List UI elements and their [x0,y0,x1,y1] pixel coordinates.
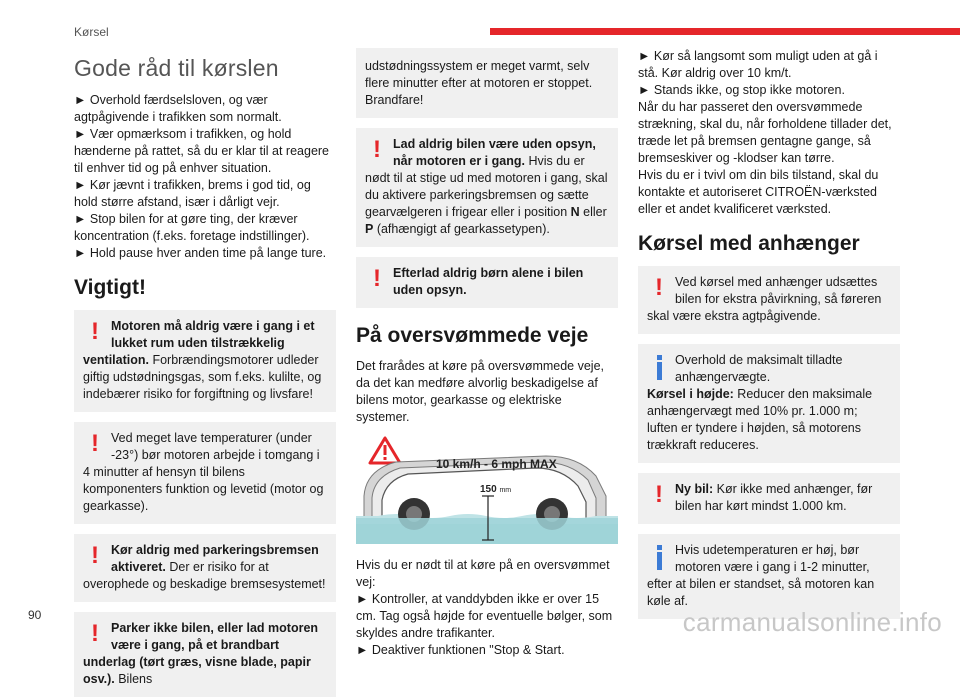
speed-limit-label: 10 km/h - 6 mph MAX [436,457,557,471]
warning-box: ! Efterlad aldrig børn alene i bilen uden opsyn. [356,257,618,308]
advice-item: ► Stop bilen for at gøre ting, der kræver koncentration (f.eks. foretage indstillinger). [74,212,310,243]
info-box: Hvis udetemperaturen er høj, bør motoren være i gang i 1-2 minutter, efter at bilen er standset, så motoren kan køle af. [638,534,900,619]
warning-icon: ! [655,481,663,508]
section-title-trailer: Kørsel med anhænger [638,232,860,255]
section-title-flooded-roads: På oversvømmede veje [356,324,589,347]
advice-item: ► Vær opmærksom i trafikken, og hold hænderne på rattet, så du er klar til at reagere til enhver tid og på enhver situation. [74,127,330,175]
flood-instructions: Hvis du er nødt til at køre på en oversvømmet vej: ► Kontroller, at vanddybden ikke er over 15 cm. Tag også højde for eventuelle bølger, som skyldes andre trafikanter. ► Deaktiver funktionen "Stop & Start. [356,558,613,657]
warning-box: ! Motoren må aldrig være i gang i et lukket rum uden tilstrækkelig ventilation. Forbrændingsmotorer udleder giftig udstødningsgas, som f.eks. kulilte, og indebærer risiko for forgiftning og livsfare! [74,310,336,412]
flood-instructions-continued: ► Kør så langsomt som muligt uden at gå i stå. Kør aldrig over 10 km/t. ► Stands ikke, og stop ikke motoren. Når du har passeret den oversvømmede strækning, skal du, når forholdene tillader det, træde let på bremsen gentagne gange, så bremseskiver og -klodser kan tørre. Hvis du er i tvivl om din bils tilstand, skal du kontakte et autoriseret CITROËN-værksted eller et andet kvalificeret værksted. [638,49,892,216]
warning-box: ! Ved meget lave temperaturer (under -23°) bør motoren arbejde i tomgang i 4 minutter af hensyn til bilens komponenters funktion og levetid (motor og gearkasse). [74,422,336,524]
warning-box: ! Parker ikke bilen, eller lad motoren være i gang, på et brandbart underlag (tørt græs, visne blade, papir osv.). Bilens [74,612,336,697]
column-1 [74,55,336,697]
watermark: carmanualsonline.info [682,607,942,637]
water-depth-label: 150 mm [480,484,512,495]
warning-icon: ! [91,318,99,345]
warning-box-continued: udstødningssystem er meget varmt, selv flere minutter efter at motoren er stoppet. Brandfare! [356,48,618,118]
warning-icon: ! [655,274,663,301]
advice-item: ► Hold pause hver anden time på lange ture. [74,246,327,260]
warning-box: ! Ved kørsel med anhænger udsættes bilen for ekstra påvirkning, så føreren skal være ekstra agtpågivende. [638,266,900,334]
header-accent-bar [490,28,960,35]
warning-icon: ! [91,620,99,647]
warning-box: ! Ny bil: Kør ikke med anhænger, før bilen har kørt mindst 1.000 km. [638,473,900,524]
info-icon [647,542,671,576]
section-title-good-advice: Gode råd til kørslen [74,55,279,81]
warning-box: ! Kør aldrig med parkeringsbremsen aktiveret. Der er risiko for at overophede og beskadige bremsesystemet! [74,534,336,602]
warning-icon: ! [91,430,99,457]
advice-item: ► Kør jævnt i trafikken, brems i god tid, og hold større afstand, især i dårligt vejr. [74,178,311,209]
advice-item: ► Overhold færdselsloven, og vær agtpågivende i trafikken som normalt. [74,93,282,124]
warning-box: ! Lad aldrig bilen være uden opsyn, når motoren er i gang. Hvis du er nødt til at stige ud med motoren i gang, skal du aktivere parkeringsbremsen og sætte gearvælgeren i frigear eller i position N eller P (afhængigt af gearkassetypen). [356,128,618,247]
header-section-title: Kørsel [74,25,109,39]
advice-list [74,92,336,262]
column-2 [356,48,618,659]
flood-intro: Det frarådes at køre på oversvømmede veje, da det kan medføre alvorlig beskadigelse af bilens motor, gearkasse og elektriske systemer. [356,359,605,424]
section-title-important: Vigtigt! [74,276,146,299]
flood-illustration [356,432,618,544]
page-number: 90 [28,608,42,622]
info-box: Overhold de maksimalt tilladte anhængervægte. Kørsel i højde: Reducer den maksimale anhængervægt med 10% pr. 1.000 m; luften er tyndere i højden, så motorens trækkraft reduceres. [638,344,900,463]
warning-icon: ! [373,265,381,292]
info-icon [647,352,671,386]
warning-icon: ! [91,542,99,569]
warning-icon: ! [373,136,381,163]
column-3 [638,48,900,629]
